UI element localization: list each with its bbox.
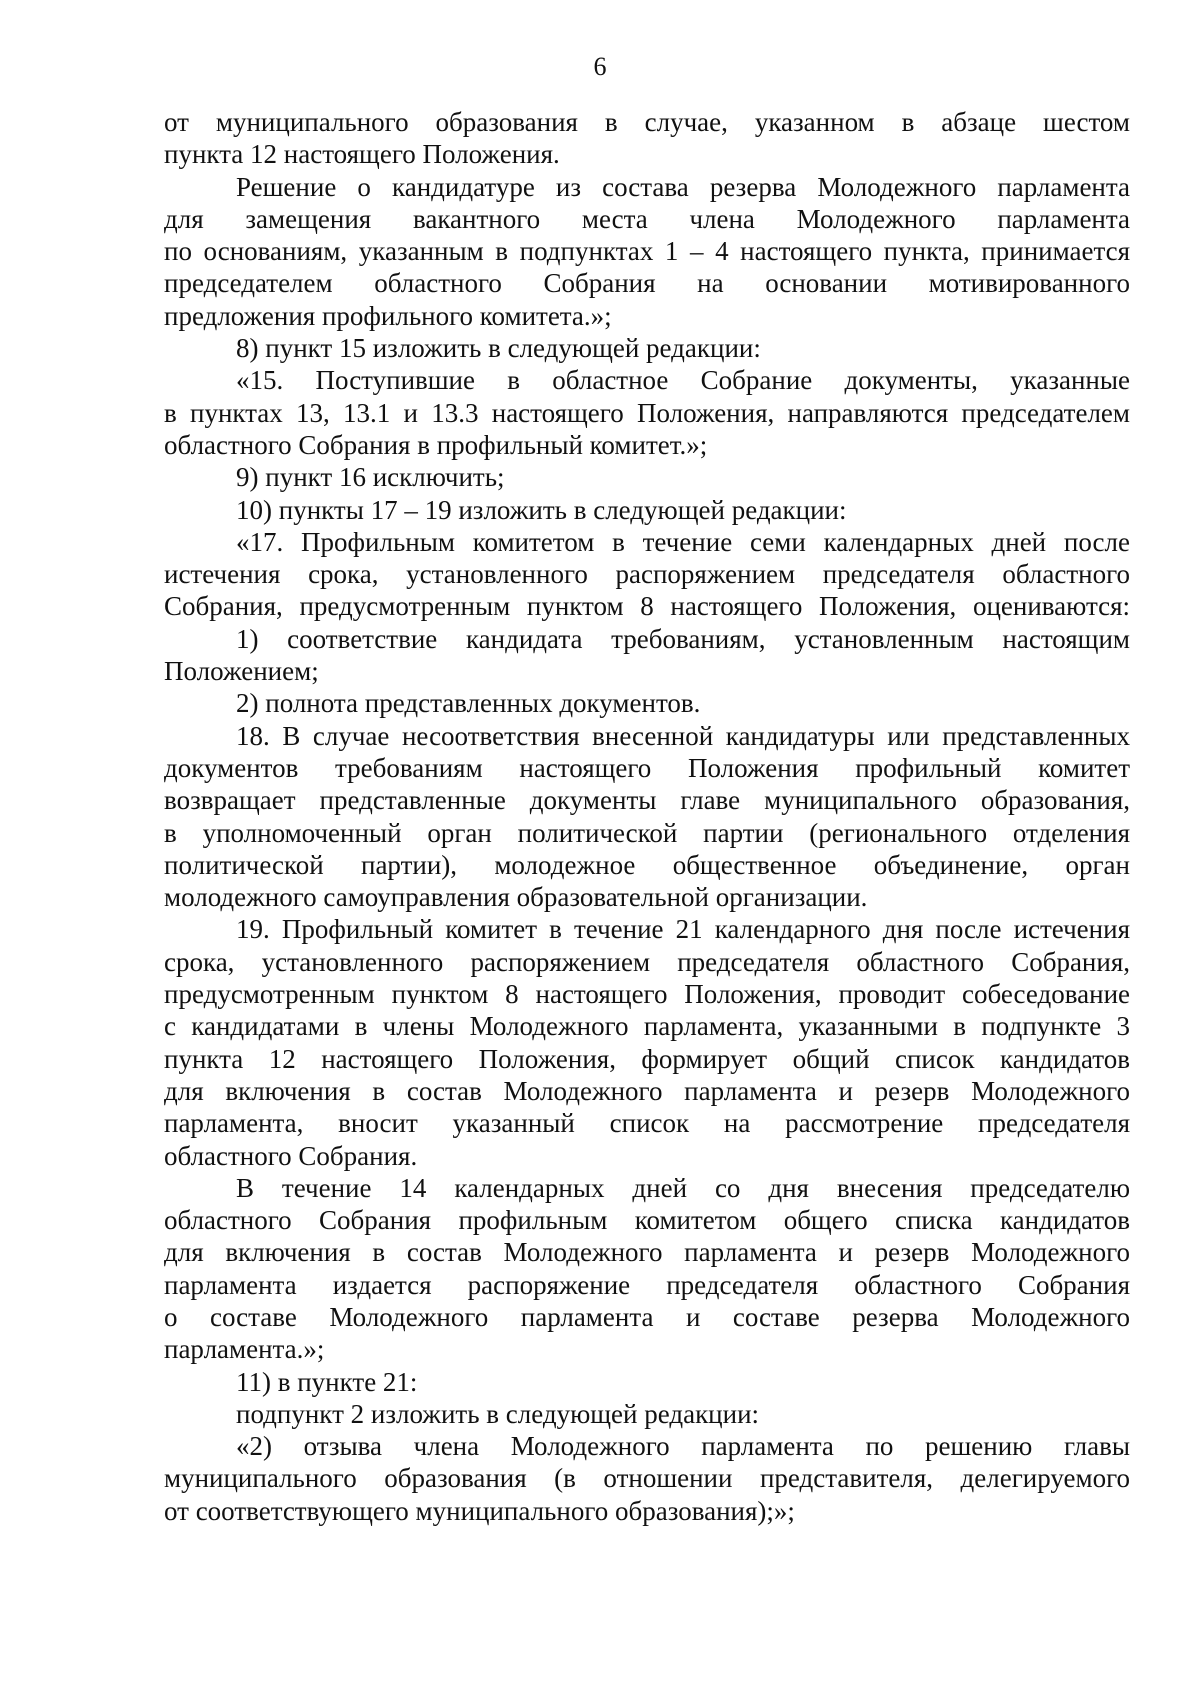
text-line: Положением; xyxy=(164,656,319,687)
text-line: 18. В случае несоответствия внесенной кандидатуры или представленных xyxy=(236,720,1130,751)
text-line: истечения срока, установленного распоряжением председателя областного xyxy=(164,559,1130,590)
text-line: областного Собрания в профильный комитет.»; xyxy=(164,429,708,460)
text-line: парламента, вносит указанный список на рассмотрение председателя xyxy=(164,1108,1130,1139)
text-line: по основаниям, указанным в подпунктах 1 – 4 настоящего пункта, принимается xyxy=(164,236,1130,267)
text-line: подпункт 2 изложить в следующей редакции: xyxy=(236,1398,760,1429)
text-line: 1) соответствие кандидата требованиям, установленным настоящим xyxy=(236,623,1130,654)
text-line: 9) пункт 16 исключить; xyxy=(236,462,505,493)
text-line: пункта 12 настоящего Положения, формирует общий список кандидатов xyxy=(164,1043,1130,1074)
text-line: «17. Профильным комитетом в течение семи календарных дней после xyxy=(236,526,1130,557)
text-line: молодежного самоуправления образовательной организации. xyxy=(164,882,868,913)
text-line: о составе Молодежного парламента и составе резерва Молодежного xyxy=(164,1301,1130,1332)
text-line: областного Собрания. xyxy=(164,1140,418,1171)
text-line: парламента издается распоряжение председателя областного Собрания xyxy=(164,1269,1130,1300)
text-line: Решение о кандидатуре из состава резерва Молодежного парламента xyxy=(236,171,1130,202)
text-line: пункта 12 настоящего Положения. xyxy=(164,139,560,170)
text-line: срока, установленного распоряжением председателя областного Собрания, xyxy=(164,946,1130,977)
text-line: областного Собрания профильным комитетом общего списка кандидатов xyxy=(164,1205,1130,1236)
text-line: 2) полнота представленных документов. xyxy=(236,688,701,719)
text-line: в пунктах 13, 13.1 и 13.3 настоящего Положения, направляются председателем xyxy=(164,397,1130,428)
text-line: «15. Поступившие в областное Собрание документы, указанные xyxy=(236,365,1130,396)
text-line: политической партии), молодежное общественное объединение, орган xyxy=(164,849,1130,880)
text-line: 8) пункт 15 изложить в следующей редакции: xyxy=(236,333,761,364)
text-line: муниципального образования (в отношении представителя, делегируемого xyxy=(164,1463,1130,1494)
text-line: 11) в пункте 21: xyxy=(236,1366,418,1397)
text-line: парламента.»; xyxy=(164,1334,325,1365)
text-line: в уполномоченный орган политической партии (регионального отделения xyxy=(164,817,1130,848)
text-line: документов требованиям настоящего Положения профильный комитет xyxy=(164,752,1130,783)
text-line: от соответствующего муниципального образования);»; xyxy=(164,1495,795,1526)
text-line: Собрания, предусмотренным пунктом 8 настоящего Положения, оцениваются: xyxy=(164,591,1130,622)
text-line: предусмотренным пунктом 8 настоящего Положения, проводит собеседование xyxy=(164,979,1130,1010)
text-line: 19. Профильный комитет в течение 21 календарного дня после истечения xyxy=(236,914,1130,945)
text-line: «2) отзыва члена Молодежного парламента по решению главы xyxy=(236,1431,1130,1462)
text-line: 10) пункты 17 – 19 изложить в следующей редакции: xyxy=(236,494,847,525)
page-number: 6 xyxy=(593,52,607,81)
text-line: В течение 14 календарных дней со дня внесения председателю xyxy=(236,1172,1130,1203)
text-line: с кандидатами в члены Молодежного парламента, указанными в подпункте 3 xyxy=(164,1011,1130,1042)
text-line: для замещения вакантного места члена Молодежного парламента xyxy=(164,203,1130,234)
text-line: предложения профильного комитета.»; xyxy=(164,300,612,331)
text-line: для включения в состав Молодежного парламента и резерв Молодежного xyxy=(164,1237,1130,1268)
text-line: возвращает представленные документы главе муниципального образования, xyxy=(164,785,1130,816)
text-line: председателем областного Собрания на основании мотивированного xyxy=(164,268,1130,299)
text-line: для включения в состав Молодежного парламента и резерв Молодежного xyxy=(164,1075,1130,1106)
text-line: от муниципального образования в случае, указанном в абзаце шестом xyxy=(164,107,1130,137)
document-body xyxy=(164,106,1130,1527)
